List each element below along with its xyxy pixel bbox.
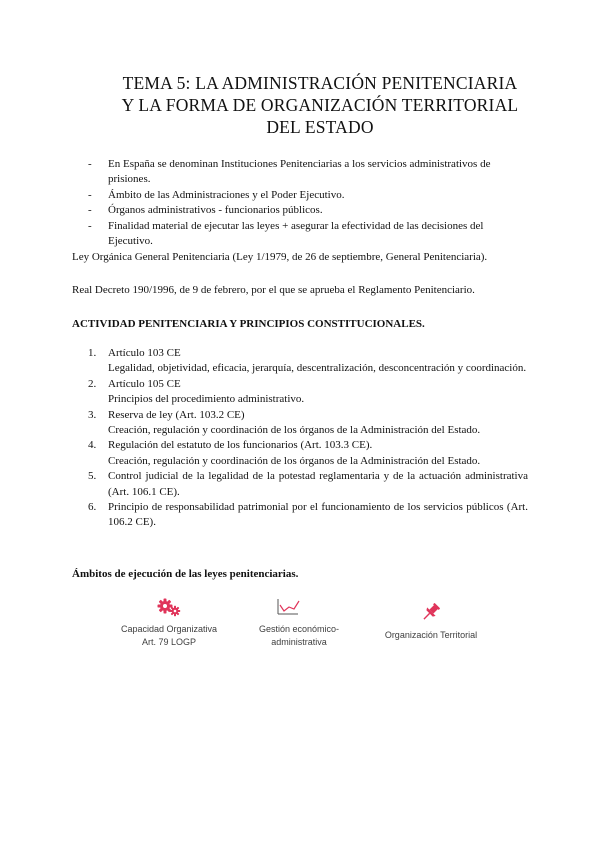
item-heading: Artículo 103 CE [108,347,181,359]
bullet-marker: - [88,204,92,217]
card-label-line-1: Capacidad Organizativa [120,624,218,634]
principles-list [88,346,528,531]
decree-reference: Real Decreto 190/1996, de 9 de febrero, por el que se aprueba el Reglamento Penitenciario. [72,284,475,296]
bullet-text: Ámbito de las Administraciones y el Poder Ejecutivo. [108,188,345,201]
card-label-line-1: Gestión económico- [258,624,340,634]
ambitos-heading: Ámbitos de ejecución de las leyes penitenciarias. [72,568,299,580]
ambito-card-capacidad [102,597,236,649]
item-number: 6. [88,501,97,514]
list-item [88,469,528,500]
list-item [88,346,528,377]
law-reference: Ley Orgánica General Penitenciaria (Ley 1/1979, de 26 de septiembre, General Penitenciaria). [72,251,488,263]
title-line-3: DEL ESTADO [266,117,374,137]
bullet-marker: - [88,158,92,170]
item-number: 3. [88,408,97,421]
card-label-line-1: Organización Territorial [384,630,478,640]
bullet-item [88,203,528,218]
item-number: 5. [88,470,97,483]
page-title [60,72,580,138]
item-number: 2. [88,377,97,390]
chart-icon [276,597,302,617]
bullet-marker: - [88,219,92,232]
bullet-text: Órganos administrativos - funcionarios públicos. [108,204,323,217]
list-item [88,377,528,408]
bullet-item [88,219,528,250]
intro-bullet-list [88,157,528,249]
item-description: Creación, regulación y coordinación de los órganos de la Administración del Estado. [108,424,481,437]
bullet-text: Finalidad material de ejecutar las leyes + asegurar la efectividad de las decisiones del Ejecutivo. [108,219,484,248]
section-heading: ACTIVIDAD PENITENCIARIA Y PRINCIPIOS CONSTITUCIONALES. [72,318,425,330]
gears-icon [156,597,182,617]
item-heading: Artículo 105 CE [108,377,181,390]
item-description: Legalidad, objetividad, eficacia, jerarquía, descentralización, desconcentración y coordinación. [108,362,527,375]
bullet-item [88,188,528,203]
item-heading: Principio de responsabilidad patrimonial por el funcionamiento de los servicios públicos (Art. 106.2 CE). [108,501,528,529]
list-item [88,408,528,439]
item-heading: Reserva de ley (Art. 103.2 CE) [108,408,245,421]
ambito-card-gestion [244,597,354,649]
card-label-line-2: administrativa [271,637,327,647]
item-heading: Control judicial de la legalidad de la potestad reglamentaria y de la actuación administrativa (Art. 106.1 CE). [108,470,528,498]
bullet-text: En España se denominan Instituciones Penitenciarias a los servicios administrativos de prisiones. [108,158,491,186]
item-description: Principios del procedimiento administrativo. [108,393,305,406]
bullet-marker: - [88,188,92,201]
list-item [88,500,528,531]
title-line-1: TEMA 5: LA ADMINISTRACIÓN PENITENCIARIA [122,73,518,93]
ambito-card-territorial [366,601,496,642]
item-heading: Regulación del estatuto de los funcionarios (Art. 103.3 CE). [108,439,373,452]
item-number: 4. [88,439,97,452]
list-item [88,438,528,469]
item-number: 1. [88,347,97,359]
pin-icon [420,601,442,623]
title-line-2: Y LA FORMA DE ORGANIZACIÓN TERRITORIAL [121,95,519,115]
card-label-line-2: Art. 79 LOGP [141,637,197,647]
bullet-item [88,157,528,188]
item-description: Creación, regulación y coordinación de los órganos de la Administración del Estado. [108,454,481,467]
